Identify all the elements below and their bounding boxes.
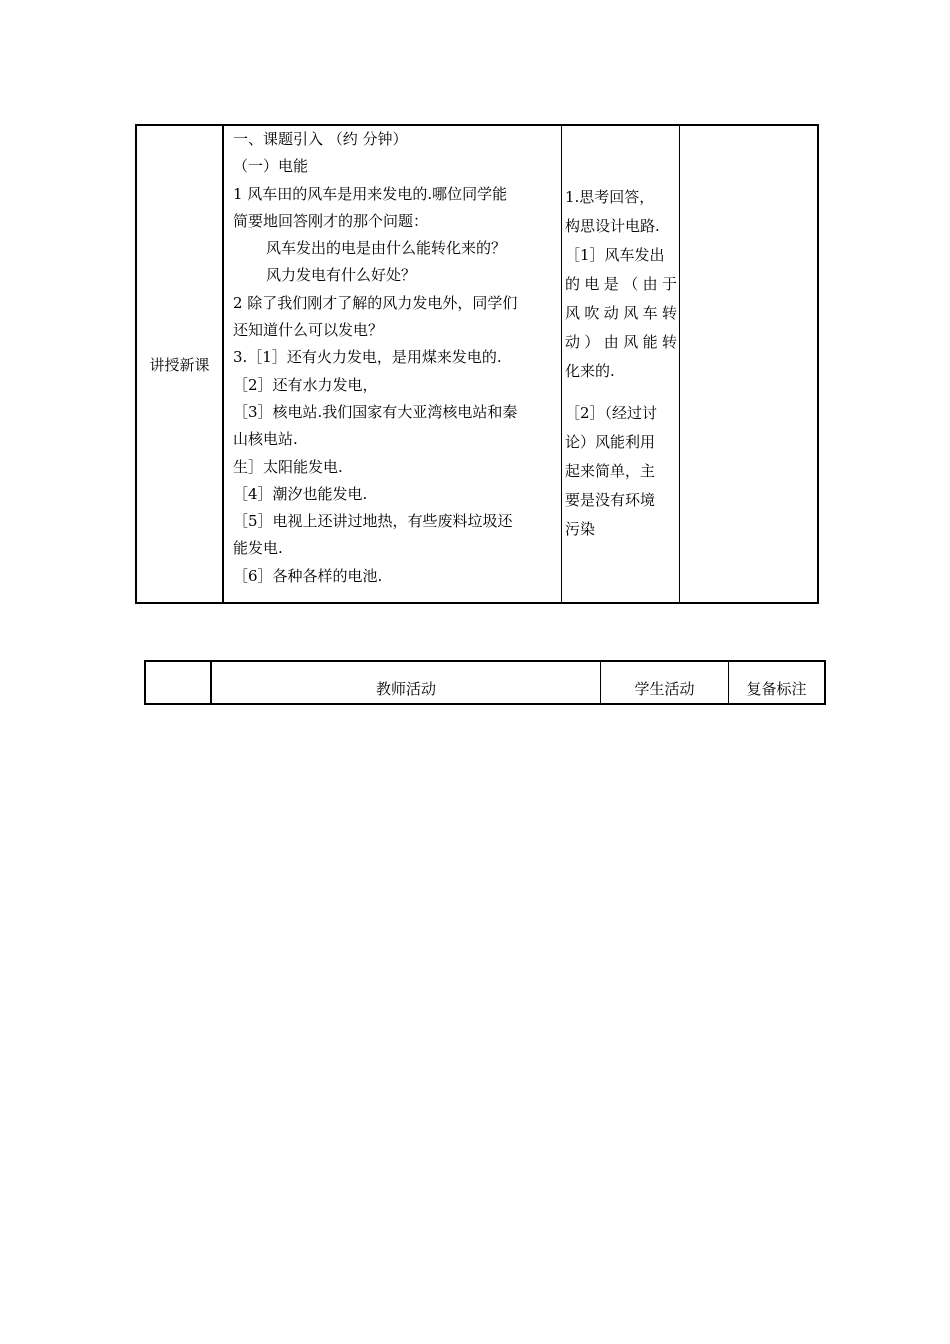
student-line: 化来的. [565, 362, 615, 380]
teacher-line: 生］太阳能发电. [233, 457, 343, 476]
teacher-line: ［5］电视上还讲过地热，有些废料垃圾还 [233, 512, 513, 531]
student-line: 构思设计电路. [565, 217, 660, 235]
table-row [145, 661, 825, 704]
teacher-line: 风力发电有什么好处？ [266, 266, 417, 285]
teacher-line: 山核电站. [233, 430, 298, 449]
activity-header-table [144, 660, 826, 705]
student-line: 污染 [565, 520, 596, 538]
teacher-line: 简要地回答刚才的那个问题： [233, 211, 429, 230]
teacher-line: 还知道什么可以发电？ [233, 321, 384, 340]
teacher-line: 一、课题引入 （约 分钟） [233, 130, 408, 148]
teacher-line: 风车发出的电是由什么能转化来的？ [266, 239, 507, 258]
section-label: 讲授新课 [149, 355, 210, 374]
teacher-line: （一）电能 [233, 157, 309, 176]
teacher-line: ［2］还有水力发电， [233, 375, 378, 394]
teacher-activity-cell [223, 125, 562, 603]
student-line: 的电是（由于 [565, 275, 677, 293]
student-line: 动）由风能转 [565, 333, 677, 351]
student-activity-text [562, 126, 679, 544]
student-line: 起来简单，主 [565, 462, 656, 480]
student-line: 1.思考回答， [565, 188, 655, 206]
section-label-cell [136, 125, 223, 603]
teacher-line: 2 除了我们刚才了解的风力发电外，同学们 [233, 293, 518, 312]
table-row [136, 125, 818, 603]
teacher-line: ［4］潮汐也能发电. [233, 484, 368, 503]
teacher-activity-text [224, 126, 561, 590]
student-line: 论）风能利用 [565, 433, 656, 451]
student-line: 风吹动风车转 [565, 304, 677, 322]
lesson-table [135, 124, 819, 604]
teacher-line: ［6］各种各样的电池. [233, 566, 383, 585]
notes-cell [680, 125, 819, 603]
student-line: 要是没有环境 [565, 491, 656, 509]
header-teacher-activity: 教师活动 [211, 661, 601, 704]
header-blank-cell [145, 661, 211, 704]
header-student-activity: 学生活动 [601, 661, 729, 704]
student-line: ［2］（经过讨 [565, 404, 658, 422]
teacher-line: 能发电. [233, 539, 283, 558]
student-activity-cell [562, 125, 680, 603]
student-line: ［1］风车发出 [565, 246, 665, 264]
teacher-line: 3.［1］还有火力发电，是用煤来发电的. [233, 348, 502, 367]
header-review-notes: 复备标注 [729, 661, 826, 704]
teacher-line: ［3］核电站.我们国家有大亚湾核电站和秦 [233, 402, 518, 421]
teacher-line: 1 风车田的风车是用来发电的.哪位同学能 [233, 184, 508, 203]
